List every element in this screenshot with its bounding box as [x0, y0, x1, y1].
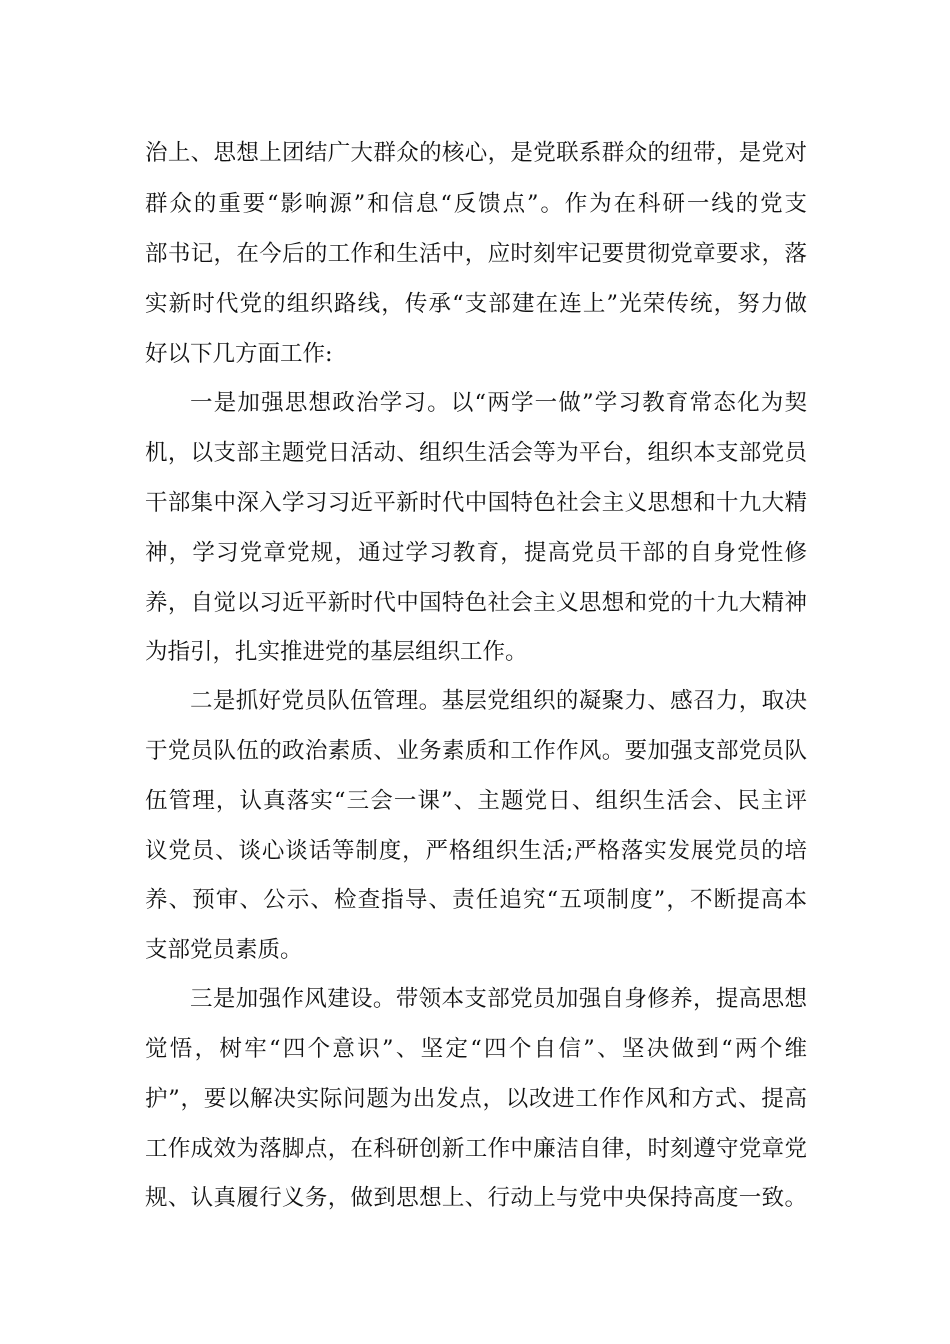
paragraph-first-line: 二是抓好党员队伍管理。基层党组织的凝聚力、感召力，取决 — [190, 688, 807, 714]
text-line: 规、认真履行义务，做到思想上、行动上与党中央保持高度一致。 — [145, 1185, 807, 1211]
text-line: 为指引，扎实推进党的基层组织工作。 — [145, 639, 528, 665]
text-line: 伍管理，认真落实“三会一课”、主题党日、组织生活会、民主评 — [145, 788, 807, 814]
paragraph-first-line: 一是加强思想政治学习。以“两学一做”学习教育常态化为契 — [190, 390, 807, 416]
text-line: 议党员、谈心谈话等制度，严格组织生活;严格落实发展党员的培 — [145, 838, 807, 864]
paragraph-first-line: 三是加强作风建设。带领本支部党员加强自身修养，提高思想 — [190, 986, 807, 1012]
text-line: 部书记，在今后的工作和生活中，应时刻牢记要贯彻党章要求，落 — [145, 241, 807, 267]
text-line: 群众的重要“影响源”和信息“反馈点”。作为在科研一线的党支 — [145, 191, 807, 217]
text-line: 觉悟，树牢“四个意识”、坚定“四个自信”、坚决做到“两个维 — [145, 1036, 807, 1062]
text-line: 护”，要以解决实际问题为出发点，以改进工作作风和方式、提高 — [145, 1086, 807, 1112]
text-line: 养、预审、公示、检查指导、责任追究“五项制度”，不断提高本 — [145, 887, 807, 913]
text-line: 好以下几方面工作: — [145, 341, 333, 367]
text-line: 实新时代党的组织路线，传承“支部建在连上”光荣传统，努力做 — [145, 291, 807, 317]
text-line: 机，以支部主题党日活动、组织生活会等为平台，组织本支部党员 — [145, 440, 807, 466]
text-line: 干部集中深入学习习近平新时代中国特色社会主义思想和十九大精 — [145, 490, 807, 516]
text-line: 治上、思想上团结广大群众的核心，是党联系群众的纽带，是党对 — [145, 140, 807, 166]
text-line: 神，学习党章党规，通过学习教育，提高党员干部的自身党性修 — [145, 540, 807, 566]
text-line: 工作成效为落脚点，在科研创新工作中廉洁自律，时刻遵守党章党 — [145, 1136, 807, 1162]
text-line: 支部党员素质。 — [145, 937, 303, 963]
text-line: 养，自觉以习近平新时代中国特色社会主义思想和党的十九大精神 — [145, 590, 807, 616]
text-line: 于党员队伍的政治素质、业务素质和工作作风。要加强支部党员队 — [145, 738, 807, 764]
